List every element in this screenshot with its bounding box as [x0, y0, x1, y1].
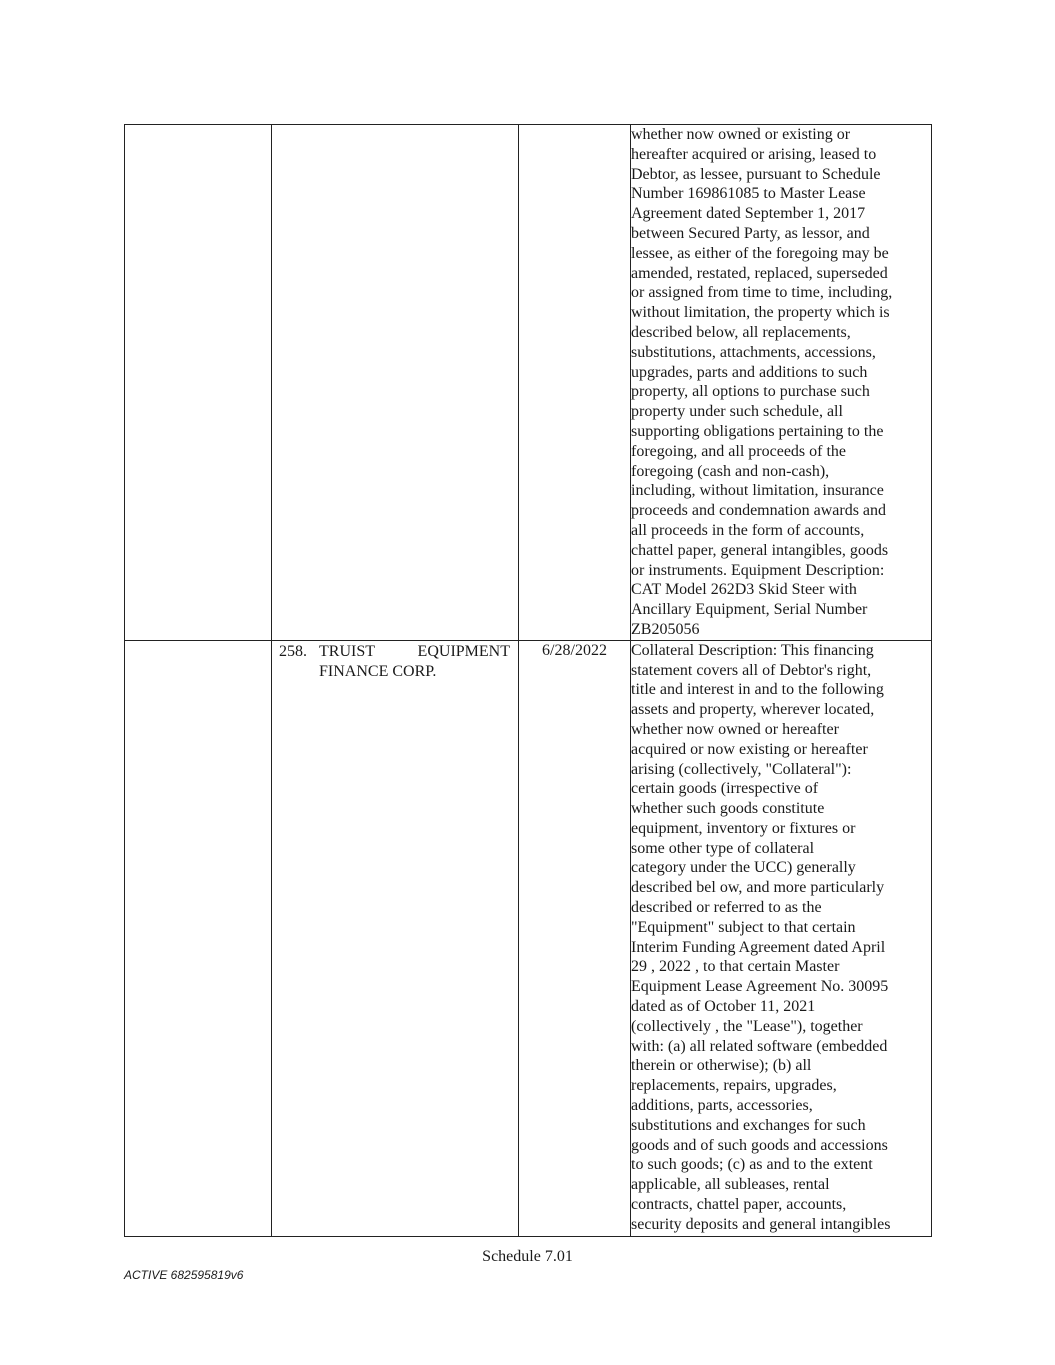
secured-party-cell: [272, 640, 519, 1236]
collateral-description-cell: Collateral Description: This financing statement covers all of Debtor's right, title and interest in and to the following assets and property, wherever located, whether now owned or hereafter acquired or now existing or hereafter arising (collectively, "Collateral"): certain goods (irrespective of whether such goods constitute equipment, inventory or fixtures or some other type of collateral category under the UCC) generally described bel ow, and more particularly described or referred to as the "Equipment" subject to that certain Interim Funding Agreement dated April 29 , 2022 , to that certain Master Equipment Lease Agreement No. 30095 dated as of October 11, 2021 (collectively , the "Lease"), together with: (a) all related software (embedded therein or otherwise); (b) all replacements, repairs, upgrades, additions, parts, accessories, substitutions and exchanges for such goods and of such goods and accessions to such goods; (c) as and to the extent applicable, all subleases, rental contracts, chattel paper, accounts, security deposits and general intangibles: [631, 640, 932, 1236]
filing-date-cell: [519, 125, 631, 641]
collateral-description-cell: whether now owned or existing or hereafter acquired or arising, leased to Debtor, as lessee, pursuant to Schedule Number 169861085 to Master Lease Agreement dated September 1, 2017 between Secured Party, as lessor, and lessee, as either of the foregoing may be amended, restated, replaced, superseded or assigned from time to time, including, without limitation, the property which is described below, all replacements, substitutions, attachments, accessions, upgrades, parts and additions to such property, all options to purchase such property under such schedule, all supporting obligations pertaining to the foregoing, and all proceeds of the foregoing (cash and non-cash), including, without limitation, insurance proceeds and condemnation awards and all proceeds in the form of accounts, chattel paper, general intangibles, goods or instruments. Equipment Description: CAT Model 262D3 Skid Steer with Ancillary Equipment, Serial Number ZB205056: [631, 125, 932, 641]
secured-party-name-line1: TRUIST EQUIPMENT: [319, 642, 510, 660]
table-row: [125, 125, 932, 641]
filing-date-cell: 6/28/2022: [519, 640, 631, 1236]
schedule-label: Schedule 7.01: [482, 1248, 573, 1265]
table-row: [125, 640, 932, 1236]
item-number: 258.: [279, 642, 307, 660]
document-id: ACTIVE 682595819v6: [124, 1268, 244, 1282]
secured-party-name-line2: FINANCE CORP.: [319, 662, 437, 680]
debtor-cell: [125, 125, 272, 641]
debtor-cell: [125, 640, 272, 1236]
schedule-table: [124, 124, 932, 1237]
secured-party-cell: [272, 125, 519, 641]
secured-party-name: [319, 642, 510, 682]
